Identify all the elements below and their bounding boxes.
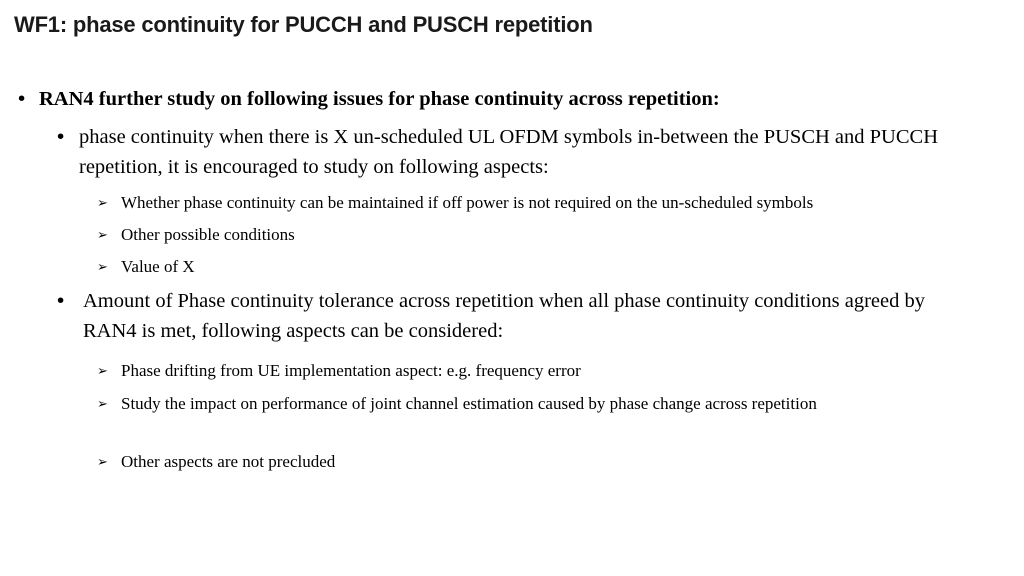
arrow-bullet-icon: ➢	[97, 397, 108, 412]
arrow-item-text: Other possible conditions	[121, 225, 295, 244]
arrow-item-text: Whether phase continuity can be maintained if off power is not required on the un-scheduled symbols	[121, 193, 814, 212]
bullet-marker: •	[57, 125, 65, 148]
bullet-marker: •	[18, 87, 26, 110]
arrow-item-text: Phase drifting from UE implementation aspect: e.g. frequency error	[121, 361, 581, 380]
arrow-bullet-icon: ➢	[97, 260, 108, 275]
arrow-item-text: Value of X	[121, 257, 195, 276]
slide-title: WF1: phase continuity for PUCCH and PUSCH repetition	[14, 12, 593, 37]
arrow-item	[97, 449, 1002, 475]
arrow-item-text: Study the impact on performance of joint channel estimation caused by phase change across repetition	[121, 394, 817, 413]
sub-bullet-tolerance	[57, 286, 937, 346]
bullet-marker: •	[57, 289, 65, 312]
arrow-bullet-icon: ➢	[97, 196, 108, 211]
arrow-bullet-icon: ➢	[97, 228, 108, 243]
sub-bullet-text: phase continuity when there is X un-scheduled UL OFDM symbols in-between the PUSCH and PUCCH repetition, it is encouraged to study on following aspects:	[79, 126, 939, 178]
main-bullet	[18, 84, 1008, 114]
arrow-item	[97, 391, 897, 417]
arrow-bullet-icon: ➢	[97, 455, 108, 470]
arrow-item	[97, 190, 1002, 216]
sub-bullet-phase-continuity	[57, 122, 957, 182]
arrow-item	[97, 358, 1002, 384]
arrow-item	[97, 222, 1002, 248]
arrow-item-text: Other aspects are not precluded	[121, 452, 336, 471]
arrow-bullet-icon: ➢	[97, 364, 108, 379]
main-bullet-text: RAN4 further study on following issues for phase continuity across repetition:	[39, 88, 720, 110]
sub-bullet-text: Amount of Phase continuity tolerance across repetition when all phase continuity conditions agreed by RAN4 is met, following aspects can be considered:	[83, 290, 925, 342]
arrow-item	[97, 254, 1002, 280]
